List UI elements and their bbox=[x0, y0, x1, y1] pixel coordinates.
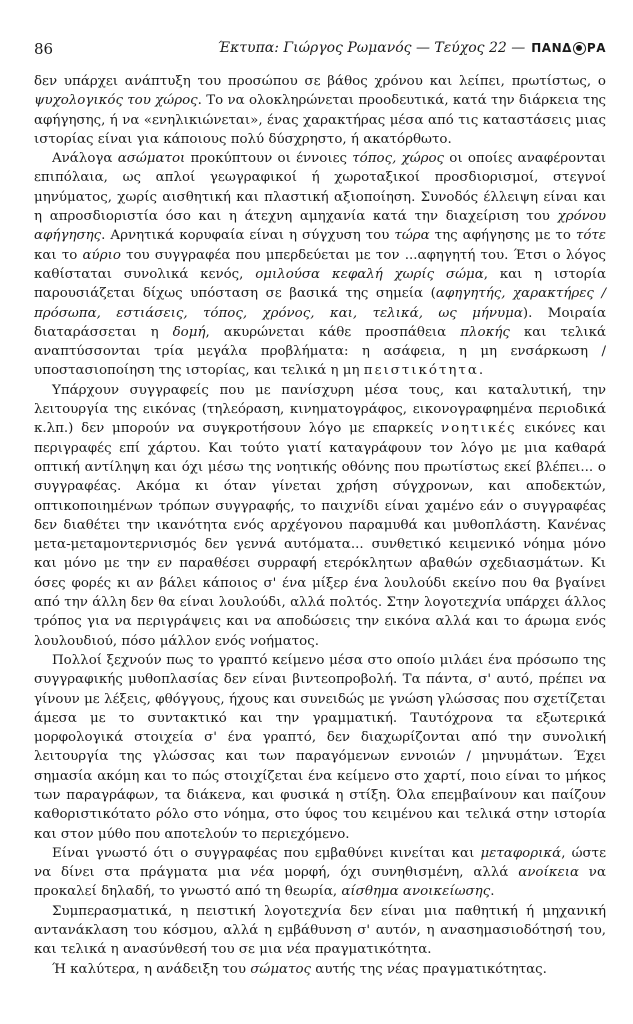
text-run: Ή καλύτερα, η ανάδειξη του bbox=[52, 961, 251, 977]
text-run: ). Μοιραία διαταράσσεται η bbox=[34, 305, 606, 340]
italic-phrase: δομή bbox=[172, 324, 206, 340]
article-body bbox=[34, 72, 606, 979]
text-run: και το bbox=[34, 247, 83, 263]
italic-phrase: τώρα bbox=[394, 228, 430, 244]
text-run: , ακυρώνεται κάθε προσπάθεια bbox=[205, 324, 461, 340]
text-run: του συγγραφέα που μπερδεύεται με τον ...αφηγητή του. Έτσι ο λόγος καθίσταται συνολικά κενός, bbox=[34, 247, 607, 282]
text-run: της αφήγησης με το bbox=[429, 228, 576, 244]
italic-phrase: σώματος bbox=[250, 961, 312, 977]
italic-phrase: αίσθημα ανοικείωσης bbox=[341, 884, 491, 900]
logo-text-left: ΠΑΝΔ bbox=[531, 41, 572, 55]
page-number: 86 bbox=[34, 40, 54, 58]
paragraph bbox=[34, 72, 606, 149]
italic-phrase: ασώματοι bbox=[117, 151, 186, 167]
text-run: να προκαλεί δηλαδή, το γνωστό από τη θεωρία, bbox=[34, 865, 606, 900]
italic-phrase: ανοίκεια bbox=[518, 865, 579, 881]
logo-circle-icon bbox=[573, 42, 586, 55]
text-run: εικόνες και περιγραφές επί χάρτου. Και τούτο γιατί καταγράφουν τον λόγο με μια καθαρά οπτική αντίληψη και όχι μέσω της νοητικής οθόνης που πρωτίστως εκεί βλέπει... ο συγγραφέας. Ακόμα κι όταν γίνεται χρήση σύγχρονων, και αποδεκτών, οπτικοποιημένων τρόπων συγγραφής, το παιχνίδι είναι χαμένο εάν ο συγγραφέας δεν διαθέτει την ικανότητα ενός αρχέγονου παραμυθά και μυθοπλάστη. Κανένας μετα-μεταμοντερνισμός δεν γεννά αυτόματα... συνθετικό κειμενικό νόημα μόνο και μόνο με την εν παραθέσει συρραφή ετερόκλητων αβαθών σχεδιασμάτων. Κι όσες φορές κι αν βάλει κάποιος σ' ένα μίξερ ένα λουλούδι εκείνο που θα βγαίνει από την άλλη δεν θα είναι λουλούδι, αλλά πολτός. Στην λογοτεχνία υπάρχει άλλος τρόπος για να περιγράψεις και να αποδώσεις την εικόνα αλλά και το άρωμα ενός λουλουδιού, πόσο μάλλον ενός νοήματος. bbox=[34, 421, 606, 649]
text-run: Συμπερασματικά, η πειστική λογοτεχνία δεν είναι μια παθητική ή μηχανική αντανάκλαση του κόσμου, αλλά η εμβάθυνση σ' αυτόν, η ανασημασιοδότησή του, και τελικά η ανασύνθεσή του σε μια νέα πραγματικότητα. bbox=[34, 903, 606, 958]
running-head bbox=[218, 40, 606, 56]
paragraph bbox=[34, 149, 606, 381]
italic-phrase: μεταφορικά bbox=[480, 845, 562, 861]
running-head-text: Έκτυπα: Γιώργος Ρωμανός — Τεύχος 22 — bbox=[217, 40, 526, 56]
text-run: . bbox=[478, 363, 484, 379]
italic-phrase: αφηγητής, χαρακτήρες / πρόσωπα, εστιάσεις, τόπος, χρόνος, και, τελικά, ως μήνυμα bbox=[34, 286, 606, 321]
text-run: και τελικά αναπτύσσονται τρία μεγάλα προβλήματα: η ασάφεια, η μη ενσάρκωση / υποστασιοποίηση της ιστορίας, και τελικά η μη bbox=[34, 324, 606, 379]
text-run: Υπάρχουν συγγραφείς που με πανίσχυρη μέσα τους, και καταλυτική, την λειτουργία της εικόνας (τηλεόραση, κινηματογράφος, εικονογραφημένα περιοδικά κ.λπ.) δεν μπορούν να συγκροτήσουν λόγο με επαρκείς bbox=[34, 382, 606, 437]
spaced-phrase: πειστικότητα bbox=[363, 363, 479, 379]
spaced-phrase: νοητικές bbox=[440, 421, 517, 437]
logo-text-right: ΡΑ bbox=[586, 41, 606, 55]
italic-phrase: ψυχολογικός του χώρος bbox=[34, 93, 198, 109]
magazine-logo bbox=[531, 41, 606, 55]
italic-phrase: πλοκής bbox=[460, 324, 510, 340]
text-run: δεν υπάρχει ανάπτυξη του προσώπου σε βάθος χρόνου και λείπει, πρωτίστως, ο bbox=[34, 74, 606, 89]
page-header bbox=[34, 40, 606, 60]
paragraph bbox=[34, 844, 606, 902]
italic-phrase: ομιλούσα κεφαλή χωρίς σώμα bbox=[255, 266, 484, 282]
text-run: , ώστε να δίνει στα πράγματα μια νέα μορφή, όχι συνηθισμένη, αλλά bbox=[34, 845, 607, 881]
text-run: Είναι γνωστό ότι ο συγγραφέας που εμβαθύνει κινείται και bbox=[52, 845, 481, 861]
paragraph bbox=[34, 651, 606, 844]
italic-phrase: τόπος, χώρος bbox=[352, 151, 445, 167]
italic-phrase: χρόνου αφήγησης bbox=[34, 209, 606, 244]
italic-phrase: τότε bbox=[575, 228, 606, 244]
text-run: αυτής της νέας πραγματικότητας. bbox=[311, 961, 547, 977]
text-run: . Αρνητικά κορυφαία είναι η σύγχυση του bbox=[101, 228, 395, 244]
text-run: Πολλοί ξεχνούν πως το γραπτό κείμενο μέσα στο οποίο μιλάει ένα πρόσωπο της συγγραφικής μυθοπλασίας δεν είναι βιντεοπροβολή. Τα πάντα, σ' αυτό, πρέπει να γίνουν με λέξεις, φθόγγους, ήχους και συνειδώς με γνώση γλώσσας που σχετίζεται άμεσα με το συντακτικό και την γραμματική. Ταυτόχρονα τα εξωτερικά μορφολογικά στοιχεία σ' ένα γραπτό, δεν διαχωρίζονται από την συνολική λειτουργία της γλώσσας και των παραγόμενων εννοιών / μηνυμάτων. Έχει σημασία ακόμη και το πώς στοιχίζεται ένα κείμενο στο χαρτί, ποιο είναι το μήκος των παραγράφων, τα διάκενα, και φυσικά η στίξη. Όλα επεμβαίνουν και παίζουν καθοριστικότατο ρόλο στο νόημα, στο ύφος του κειμένου και τελικά στην ιστορία και στον μύθο που αποτελούν το περιεχόμενο. bbox=[34, 652, 606, 842]
text-run: . Το να ολοκληρώνεται προοδευτικά, κατά την διάρκεια της αφήγησης, ή να «ενηλικιώνεται», ένας χαρακτήρας μέσα από τις καταστάσεις μιας ιστορίας είναι για κάποιους πολύ δύσχρηστο, ή ακατόρθωτο. bbox=[34, 93, 606, 147]
text-run: προκύπτουν οι έννοιες bbox=[185, 151, 353, 167]
text-run: , και η ιστορία παρουσιάζεται δίχως υπόσταση σε βασικά της σημεία ( bbox=[34, 266, 606, 302]
text-run: . bbox=[490, 884, 495, 900]
paragraph bbox=[34, 381, 606, 651]
paragraph bbox=[34, 960, 606, 979]
text-run: Ανάλογα bbox=[52, 151, 118, 167]
text-run: οι οποίες αναφέρονται επιπόλαια, ως απλοί γεωγραφικοί ή χωροταξικοί προσδιορισμοί, στεγνοί μηνύματος, χωρίς αισθητική και πλαστική αξιοποίηση. Συνοδός έλλειψη είναι και η απροσδιοριστία όσο και η άτεχνη αμηχανία κατά την διαχείριση του bbox=[34, 151, 606, 225]
paragraph bbox=[34, 902, 606, 960]
italic-phrase: αύριο bbox=[82, 247, 121, 263]
